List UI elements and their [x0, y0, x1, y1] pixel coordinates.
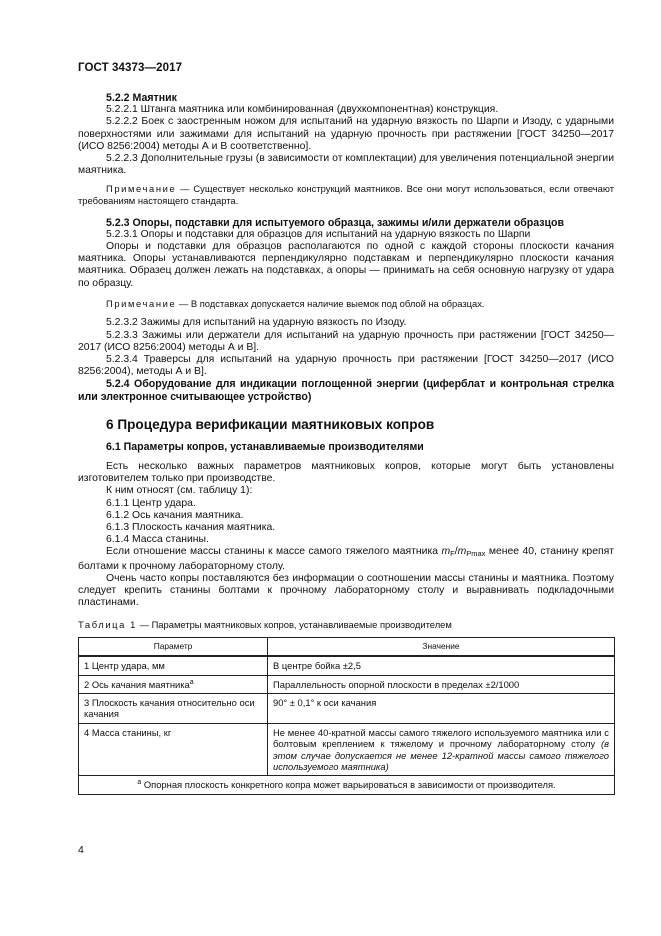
standard-header: ГОСТ 34373—2017	[78, 62, 183, 74]
para-5-2-2-3: 5.2.2.3 Дополнительные грузы (в зависимости от комплектации) для увеличения потенциальной энергии маятника.	[78, 153, 614, 177]
value-italic-note: (в этом случае допускается не менее 12-кратной массы самого тяжелого используемого маятника)	[273, 738, 609, 772]
table-row	[79, 693, 615, 723]
list-item-6-1-2: 6.1.2 Ось качания маятника.	[106, 509, 244, 521]
para-5-2-3-2: 5.2.3.2 Зажимы для испытаний на ударную вязкость по Изоду.	[106, 317, 407, 329]
section-5-2-3-title: 5.2.3 Опоры, подставки для испытуемого образца, зажимы и/или держатели образцов	[106, 216, 565, 229]
section-6-title: 6 Процедура верификации маятниковых копров	[106, 416, 435, 432]
param-cell: 2 Ось качания маятника$^а$	[79, 675, 268, 693]
note-label: Примечание	[106, 183, 177, 195]
note-text: — В подставках допускается наличие выемок под облой на образцах.	[176, 297, 485, 309]
column-header-parameter: Параметр	[79, 637, 268, 656]
footnote-ref: а	[189, 678, 194, 686]
para-5-2-2-1: 5.2.2.1 Штанга маятника или комбинированная (двухкомпонентная) конструкция.	[106, 104, 499, 116]
table-header-row	[79, 637, 615, 656]
page-content	[78, 92, 614, 795]
note-5-2-3	[78, 298, 614, 310]
parameters-table	[78, 637, 615, 795]
symbol-m-pmax: $m_{Pmax}$	[457, 546, 486, 559]
mass-ratio-text-a: Если отношение массы станины к массе самого тяжелого маятника	[106, 546, 442, 558]
table-footnote-row	[79, 776, 615, 794]
table-row	[79, 675, 615, 693]
table-row	[79, 656, 615, 675]
footnote-mark: а	[137, 779, 142, 787]
value-cell: Параллельность опорной плоскости в пределах ±2/1000	[268, 675, 615, 693]
param-cell: 3 Плоскость качания относительно оси качания	[79, 693, 268, 723]
table-footnote: $^а$ Опорная плоскость конкретного копра может варьироваться в зависимости от производителя.	[79, 776, 615, 794]
para-leveling: Очень часто копры поставляются без информации о соотношении массы станины и маятника. Поэтому следует крепить станины болтами к прочному лабораторному столу и выравнивать подкладочными пластинами.	[78, 572, 614, 609]
para-mass-ratio	[78, 546, 614, 572]
page-number: 4	[78, 845, 84, 856]
para-5-2-3-4: 5.2.3.4 Траверсы для испытаний на ударную прочность при растяжении [ГОСТ 34250—2017 (ИСО 8256:2004), методы А и В].	[78, 354, 614, 378]
list-item-6-1-3: 6.1.3 Плоскость качания маятника.	[106, 522, 276, 534]
para-6-1-intro: Есть несколько важных параметров маятниковых копров, которые могут быть установлены изготовителем только при производстве.	[78, 461, 614, 485]
table-row	[79, 723, 615, 776]
note-label: Примечание	[106, 297, 177, 309]
mass-ratio-text-b: менее 40, станину крепят болтами к прочному лабораторному столу.	[78, 546, 614, 572]
table-caption-text: — Параметры маятниковых копров, устанавливаемые производителем	[136, 619, 452, 631]
para-5-2-3-3: 5.2.3.3 Зажимы или держатели для испытаний на ударную прочность при растяжении [ГОСТ 34250—2017 (ИСО 8256:2004) методы А и В].	[78, 329, 614, 353]
value-cell: Не менее 40-кратной массы самого тяжелого используемого маятника или с болтовым креплением к тяжелому и прочному лабораторному столу (в этом случае допускается не менее 12-кратной массы самого тяжелого используемого маятника)	[268, 723, 615, 776]
note-5-2-2	[78, 183, 614, 206]
list-item-6-1-1: 6.1.1 Центр удара.	[106, 497, 196, 509]
section-6-1-title: 6.1 Параметры копров, устанавливаемые производителями	[106, 440, 424, 453]
para-5-2-3-1: 5.2.3.1 Опоры и подставки для образцов для испытаний на ударную вязкость по Шарпи	[106, 228, 531, 240]
param-cell: 1 Центр удара, мм	[79, 656, 268, 675]
value-cell: 90° ± 0,1° к оси качания	[268, 693, 615, 723]
table-caption	[78, 619, 614, 631]
table-caption-label: Таблица 1	[78, 619, 137, 631]
para-5-2-3-1-body: Опоры и подставки для образцов располагаются по одной с каждой стороны плоскости качания маятника. Опоры устанавливаются перпендикулярно подставкам и перпендикулярно плоскости качания маятника. Образец должен лежать на подставках, а опоры — принимать на себя основную нагрузку от удара по образцу.	[78, 241, 614, 289]
param-cell: 4 Масса станины, кг	[79, 723, 268, 776]
section-5-2-4-title: 5.2.4 Оборудование для индикации поглощенной энергии (циферблат и контрольная стрелка или электронное считывающее устройство)	[78, 378, 614, 403]
symbol-m-f: $m_F$	[441, 546, 455, 559]
symbol-slash: /	[454, 546, 458, 558]
note-text: — Существует несколько конструкций маятников. Все они могут использоваться, если отвечают требованиям настоящего стандарта.	[78, 183, 614, 207]
list-item-6-1-4: 6.1.4 Масса станины.	[106, 534, 209, 546]
para-5-2-2-2: 5.2.2.2 Боек с заостренным ножом для испытаний на ударную вязкость по Шарпи и Изоду, с ударными поверхностями или зажимами для испытаний на ударную прочность при растяжении [ГОСТ 34250—2017 (ИСО 8256:2004) методы А и В соответственно].	[78, 116, 614, 152]
column-header-value: Значение	[268, 637, 615, 656]
section-5-2-2-title: 5.2.2 Маятник	[106, 92, 177, 104]
para-6-1-list-intro: К ним относят (см. таблицу 1):	[106, 485, 253, 497]
value-cell: В центре бойка ±2,5	[268, 656, 615, 675]
